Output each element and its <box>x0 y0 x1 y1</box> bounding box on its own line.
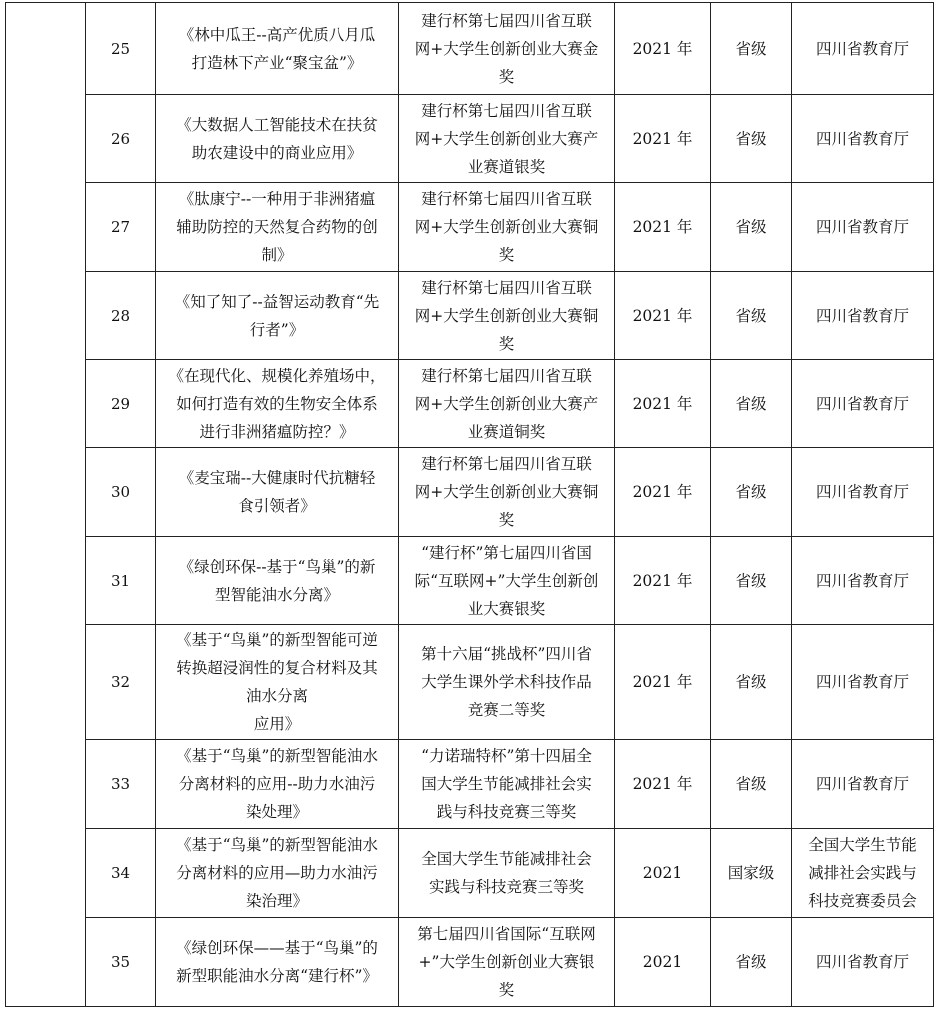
row-number-text: 31 <box>110 571 131 590</box>
award-level-text: 省级 <box>735 306 767 325</box>
award-year-text: 2021 年 <box>632 673 693 691</box>
project-name-text: 《知了知了--益智运动教育“先 行者”》 <box>174 292 380 339</box>
awards-table <box>5 2 934 1007</box>
award-level <box>711 740 792 829</box>
award-name-text: “建行杯”第七届四川省国 际“互联网+”大学生创新创 业大赛银奖 <box>414 543 599 618</box>
award-name-text: 建行杯第七届四川省互联 网+大学生创新创业大赛金 奖 <box>414 11 599 86</box>
award-name <box>399 448 615 537</box>
award-level <box>711 829 792 918</box>
project-name-text: 《麦宝瑞--大健康时代抗糖轻 食引领者》 <box>178 469 376 515</box>
award-year <box>615 918 711 1007</box>
award-year <box>615 740 711 829</box>
issuing-organization-text: 四川省教育厅 <box>815 394 909 413</box>
project-name-text: 《绿创环保--基于“鸟巢”的新 型智能油水分离》 <box>178 557 376 604</box>
project-name <box>156 448 399 537</box>
row-number-text: 32 <box>110 673 131 691</box>
project-name-text: 《绿创环保——基于“鸟巢”的 新型职能油水分离“建行杯”》 <box>176 939 378 985</box>
award-name-text: 全国大学生节能减排社会 实践与科技竞赛三等奖 <box>421 850 592 896</box>
award-name <box>399 3 615 95</box>
table-row <box>6 3 934 95</box>
issuing-organization-text: 四川省教育厅 <box>815 129 909 148</box>
award-name <box>399 95 615 183</box>
award-name <box>399 183 615 272</box>
award-level <box>711 95 792 183</box>
award-name <box>399 272 615 360</box>
project-name <box>156 3 399 95</box>
issuing-organization-text: 四川省教育厅 <box>815 953 909 971</box>
issuing-organization <box>792 829 934 918</box>
award-level-text: 省级 <box>735 775 767 793</box>
award-year <box>615 537 711 625</box>
issuing-organization <box>792 918 934 1007</box>
award-name-text: 建行杯第七届四川省互联 网+大学生创新创业大赛产 业赛道铜奖 <box>414 366 599 441</box>
award-level <box>711 360 792 448</box>
award-level-text: 省级 <box>735 483 767 501</box>
row-number-text: 25 <box>110 39 131 58</box>
award-name-text: 建行杯第七届四川省互联 网+大学生创新创业大赛铜 奖 <box>414 190 599 264</box>
issuing-organization-text: 四川省教育厅 <box>815 218 909 236</box>
table-row <box>6 537 934 625</box>
row-number-text: 33 <box>110 775 131 793</box>
table-row <box>6 448 934 537</box>
award-year <box>615 448 711 537</box>
project-name-text: 《基于“鸟巢”的新型智能油水 分离材料的应用—助力水油污 染治理》 <box>176 836 378 910</box>
issuing-organization <box>792 740 934 829</box>
award-year-text: 2021 年 <box>632 571 693 590</box>
project-name <box>156 740 399 829</box>
issuing-organization-text: 四川省教育厅 <box>815 571 909 590</box>
award-year <box>615 3 711 95</box>
award-year-text: 2021 年 <box>632 394 693 413</box>
award-level <box>711 537 792 625</box>
award-year-text: 2021 年 <box>632 218 693 236</box>
award-level <box>711 183 792 272</box>
row-number-text: 30 <box>110 483 131 501</box>
issuing-organization-text: 四川省教育厅 <box>815 483 909 501</box>
project-name <box>156 537 399 625</box>
award-name <box>399 625 615 740</box>
award-year <box>615 183 711 272</box>
award-year-text: 2021 年 <box>632 775 693 793</box>
row-number <box>86 3 156 95</box>
table-row <box>6 918 934 1007</box>
project-name <box>156 95 399 183</box>
award-name-text: 建行杯第七届四川省互联 网+大学生创新创业大赛产 业赛道银奖 <box>414 101 599 176</box>
project-name-text: 《基于“鸟巢”的新型智能可逆 转换超浸润性的复合材料及其 油水分离 应用》 <box>176 631 378 733</box>
award-level-text: 省级 <box>735 129 767 148</box>
award-year-text: 2021 <box>642 864 683 882</box>
project-name <box>156 918 399 1007</box>
award-name <box>399 829 615 918</box>
table-row <box>6 625 934 740</box>
award-level-text: 省级 <box>735 218 767 236</box>
award-name <box>399 537 615 625</box>
award-level-text: 省级 <box>735 39 767 58</box>
award-level-text: 省级 <box>735 953 767 971</box>
award-level-text: 省级 <box>735 394 767 413</box>
issuing-organization <box>792 448 934 537</box>
award-level <box>711 625 792 740</box>
award-name <box>399 740 615 829</box>
issuing-organization <box>792 95 934 183</box>
award-year <box>615 95 711 183</box>
issuing-organization-text: 四川省教育厅 <box>815 306 909 325</box>
award-level <box>711 448 792 537</box>
table-row <box>6 95 934 183</box>
issuing-organization-text: 全国大学生节能 减排社会实践与 科技竞赛委员会 <box>808 836 917 910</box>
row-number <box>86 95 156 183</box>
project-name-text: 《肽康宁--一种用于非洲猪瘟 辅助防控的天然复合药物的创 制》 <box>176 190 378 264</box>
row-number <box>86 183 156 272</box>
award-name <box>399 918 615 1007</box>
award-year-text: 2021 年 <box>632 306 693 325</box>
award-level <box>711 272 792 360</box>
row-number <box>86 740 156 829</box>
issuing-organization <box>792 625 934 740</box>
row-number <box>86 448 156 537</box>
award-level-text: 省级 <box>735 571 767 590</box>
award-year <box>615 360 711 448</box>
issuing-organization <box>792 537 934 625</box>
row-number <box>86 918 156 1007</box>
project-name-text: 《基于“鸟巢”的新型智能油水 分离材料的应用--助力水油污 染处理》 <box>176 747 378 821</box>
award-level <box>711 918 792 1007</box>
row-number-text: 34 <box>110 864 131 882</box>
issuing-organization <box>792 183 934 272</box>
award-year-text: 2021 年 <box>632 483 693 501</box>
award-year <box>615 272 711 360</box>
issuing-organization-text: 四川省教育厅 <box>815 775 909 793</box>
project-name <box>156 272 399 360</box>
award-year-text: 2021 <box>642 953 683 971</box>
issuing-organization-text: 四川省教育厅 <box>815 673 909 691</box>
table-row <box>6 829 934 918</box>
row-number-text: 28 <box>110 306 131 325</box>
award-year-text: 2021 年 <box>632 39 693 58</box>
award-name-text: 建行杯第七届四川省互联 网+大学生创新创业大赛铜 奖 <box>414 278 599 353</box>
row-number <box>86 625 156 740</box>
award-name-text: 建行杯第七届四川省互联 网+大学生创新创业大赛铜 奖 <box>414 455 599 529</box>
award-name-text: “力诺瑞特杯”第十四届全 国大学生节能减排社会实 践与科技竞赛三等奖 <box>421 747 592 821</box>
row-number-text: 35 <box>110 953 131 971</box>
issuing-organization <box>792 272 934 360</box>
project-name-text: 《在现代化、规模化养殖场中， 如何打造有效的生物安全体系 进行非洲猪瘟防控？》 <box>168 366 386 441</box>
project-name-text: 《林中瓜王--高产优质八月瓜 打造林下产业“聚宝盆”》 <box>178 25 376 72</box>
award-name <box>399 360 615 448</box>
award-level-text: 省级 <box>735 673 767 691</box>
project-name <box>156 625 399 740</box>
award-name-text: 第十六届“挑战杯”四川省 大学生课外学术科技作品 竞赛二等奖 <box>421 645 592 719</box>
row-number <box>86 829 156 918</box>
row-number-text: 26 <box>110 129 131 148</box>
award-year <box>615 625 711 740</box>
row-number <box>86 272 156 360</box>
award-level <box>711 3 792 95</box>
category-cell <box>6 3 86 1007</box>
table-row <box>6 740 934 829</box>
issuing-organization <box>792 360 934 448</box>
table-row <box>6 360 934 448</box>
row-number <box>86 537 156 625</box>
issuing-organization-text: 四川省教育厅 <box>815 39 909 58</box>
award-name-text: 第七届四川省国际“互联网 +”大学生创新创业大赛银 奖 <box>417 925 596 999</box>
award-year-text: 2021 年 <box>632 129 693 148</box>
table-row <box>6 183 934 272</box>
project-name-text: 《大数据人工智能技术在扶贫 助农建设中的商业应用》 <box>176 115 378 162</box>
award-year <box>615 829 711 918</box>
issuing-organization <box>792 3 934 95</box>
award-level-text: 国家级 <box>727 864 775 882</box>
project-name <box>156 183 399 272</box>
row-number-text: 27 <box>110 218 131 236</box>
table-row <box>6 272 934 360</box>
project-name <box>156 829 399 918</box>
project-name <box>156 360 399 448</box>
row-number-text: 29 <box>110 394 131 413</box>
row-number <box>86 360 156 448</box>
